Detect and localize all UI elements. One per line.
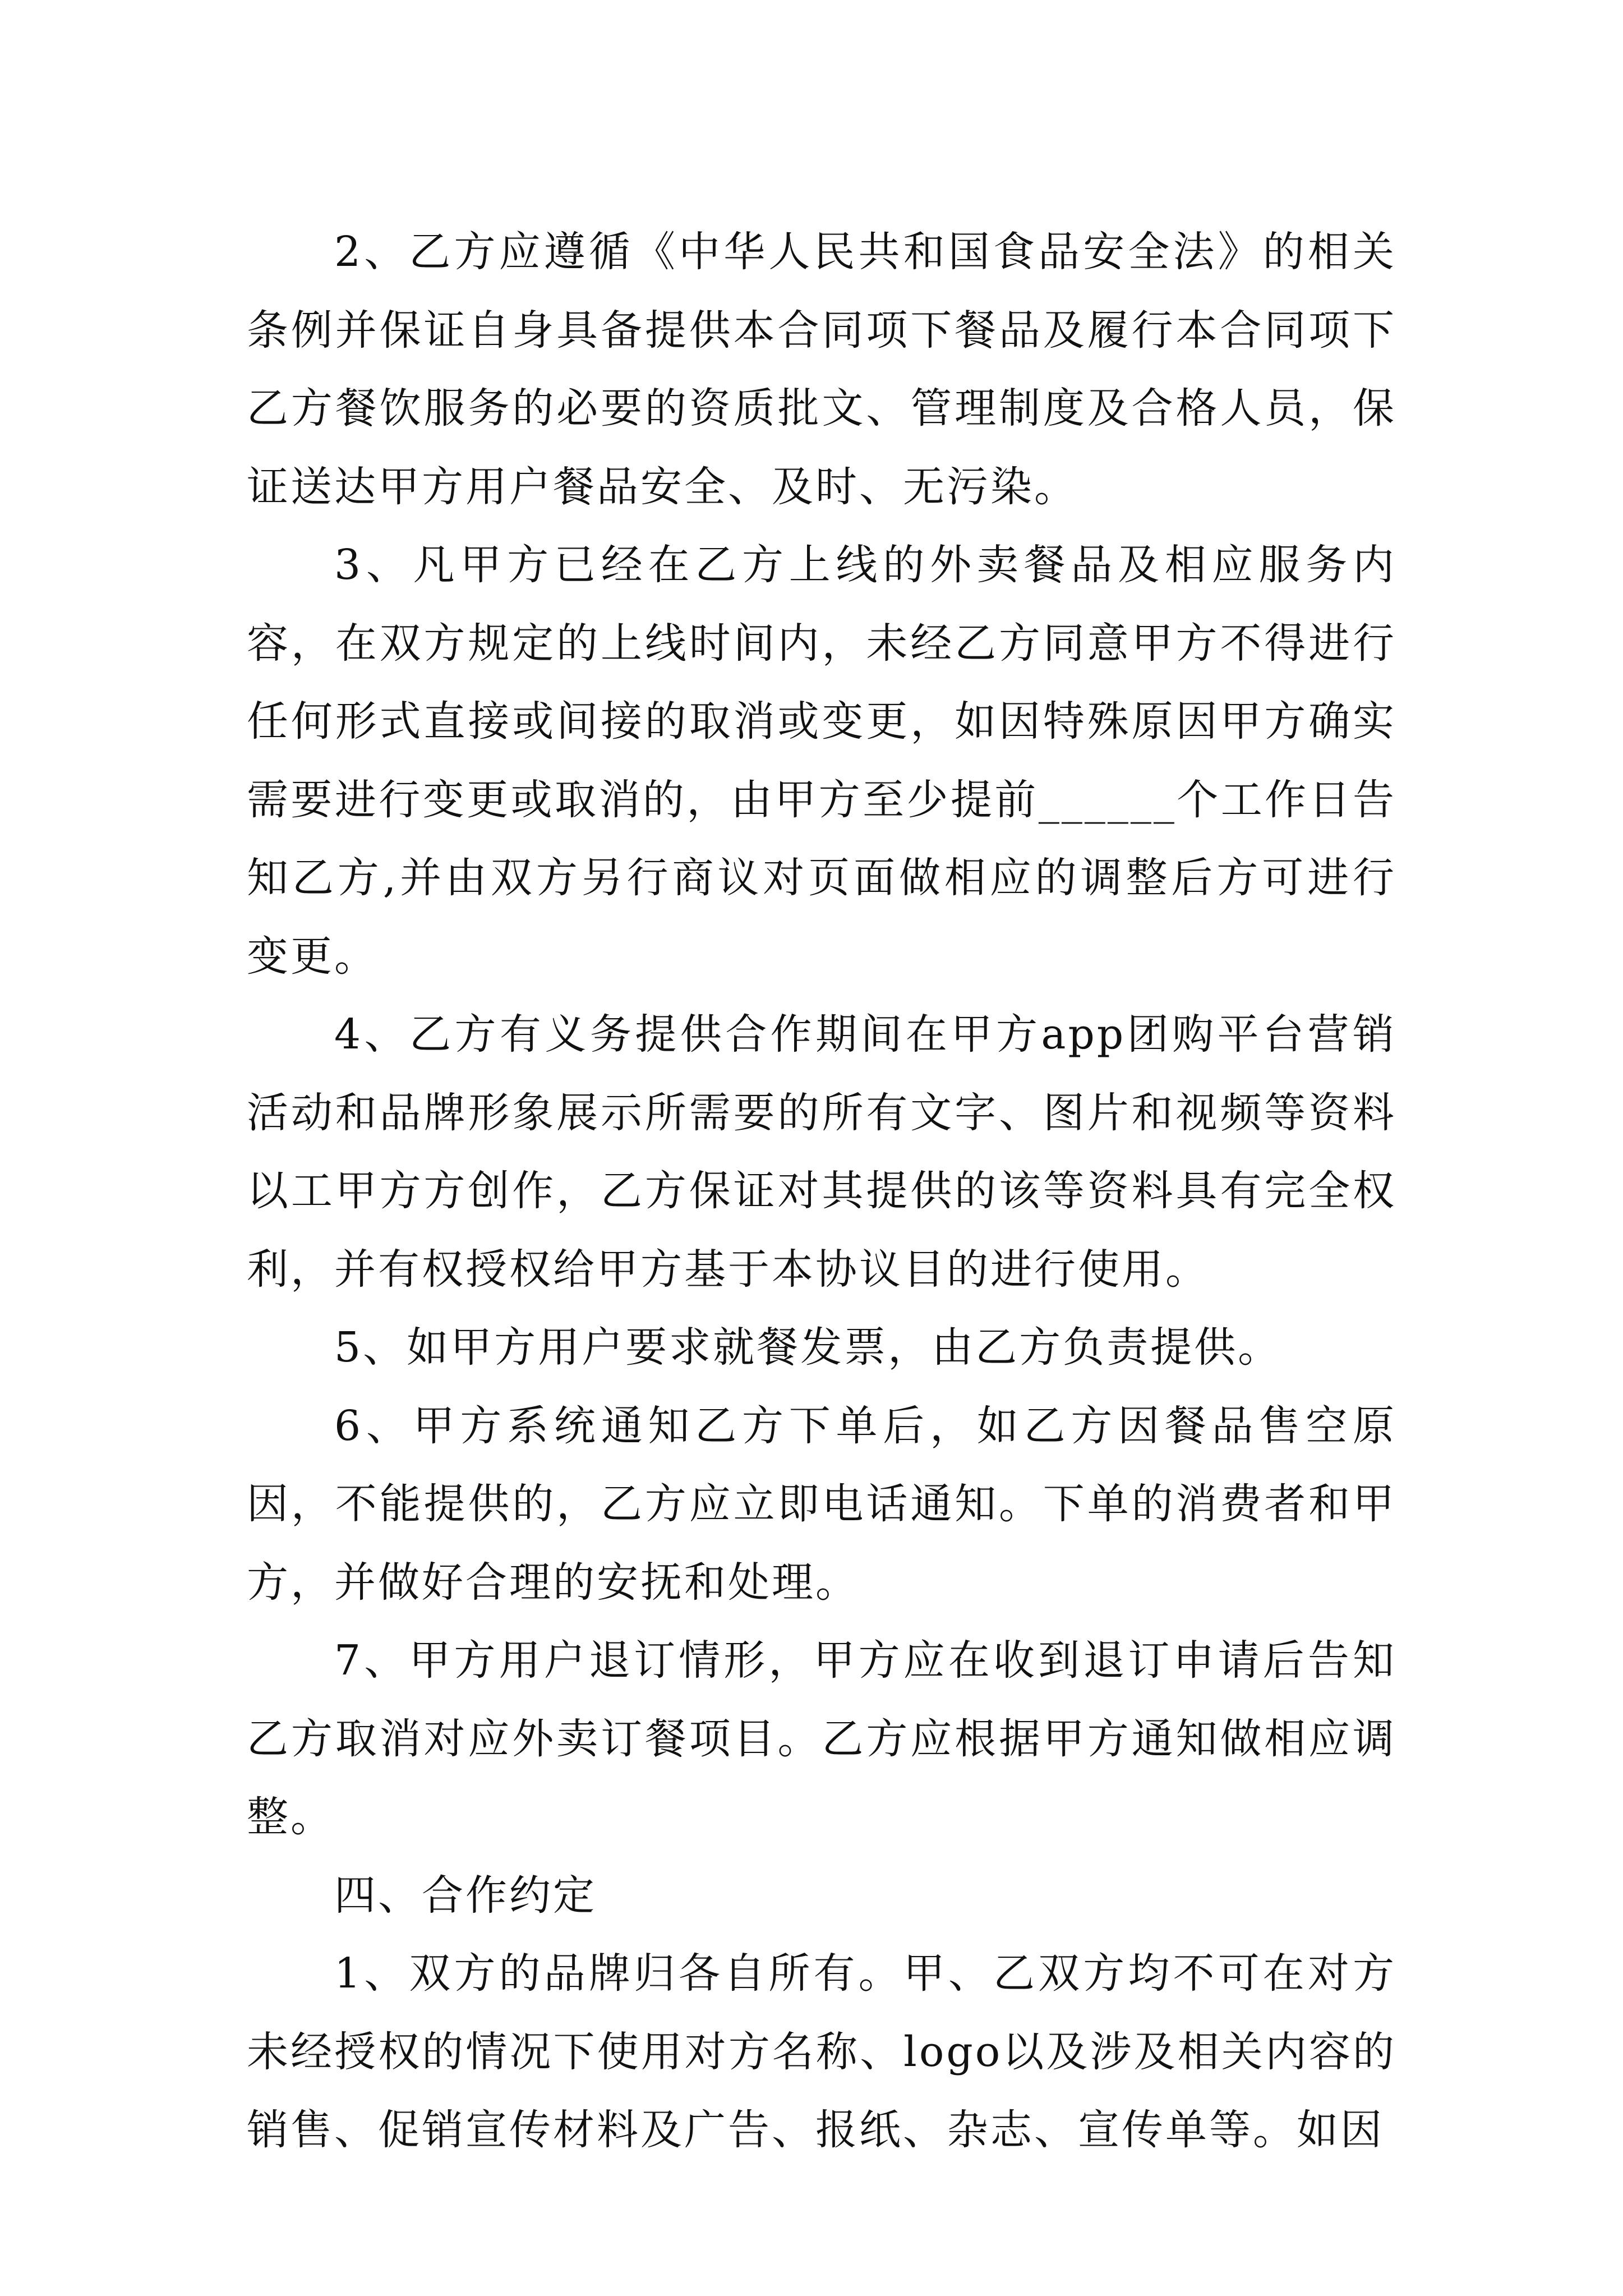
paragraph-clause-5: 5、如甲方用户要求就餐发票，由乙方负责提供。 xyxy=(334,1323,1282,1372)
paragraph-clause-2: 2、乙方应遵循《中华人民共和国食品安全法》的相关条例并保证自身具备提供本合同项下餐品及履行本合同项下乙方餐饮服务的必要的资质批文、管理制度及合格人员，保证送达甲方用户餐品安全、及时、无污染。 xyxy=(247,228,1396,511)
paragraph-clause-3: 3、凡甲方已经在乙方上线的外卖餐品及相应服务内容，在双方规定的上线时间内，未经乙方同意甲方不得进行任何形式直接或间接的取消或变更，如因特殊原因甲方确实需要进行变更或取消的，由甲方至少提前______个工作日告知乙方,并由双方另行商议对页面做相应的调整后方可进行变更。 xyxy=(247,541,1396,981)
paragraph-clause-7: 7、甲方用户退订情形，甲方应在收到退订申请后告知乙方取消对应外卖订餐项目。乙方应根据甲方通知做相应调整。 xyxy=(247,1636,1396,1841)
section-heading-cooperation: 四、合作约定 xyxy=(334,1871,597,1920)
paragraph-clause-6: 6、甲方系统通知乙方下单后，如乙方因餐品售空原因，不能提供的，乙方应立即电话通知。下单的消费者和甲方，并做好合理的安抚和处理。 xyxy=(247,1401,1396,1607)
paragraph-clause-4: 4、乙方有义务提供合作期间在甲方app团购平台营销活动和品牌形象展示所需要的所有文字、图片和视频等资料以工甲方方创作，乙方保证对其提供的该等资料具有完全权利，并有权授权给甲方基于本协议目的进行使用。 xyxy=(247,1010,1396,1294)
document-body xyxy=(247,213,1396,2170)
paragraph-cooperation-1: 1、双方的品牌归各自所有。甲、乙双方均不可在对方未经授权的情况下使用对方名称、logo以及涉及相关内容的销售、促销宣传材料及广告、报纸、杂志、宣传单等。如因 xyxy=(247,1949,1396,2154)
